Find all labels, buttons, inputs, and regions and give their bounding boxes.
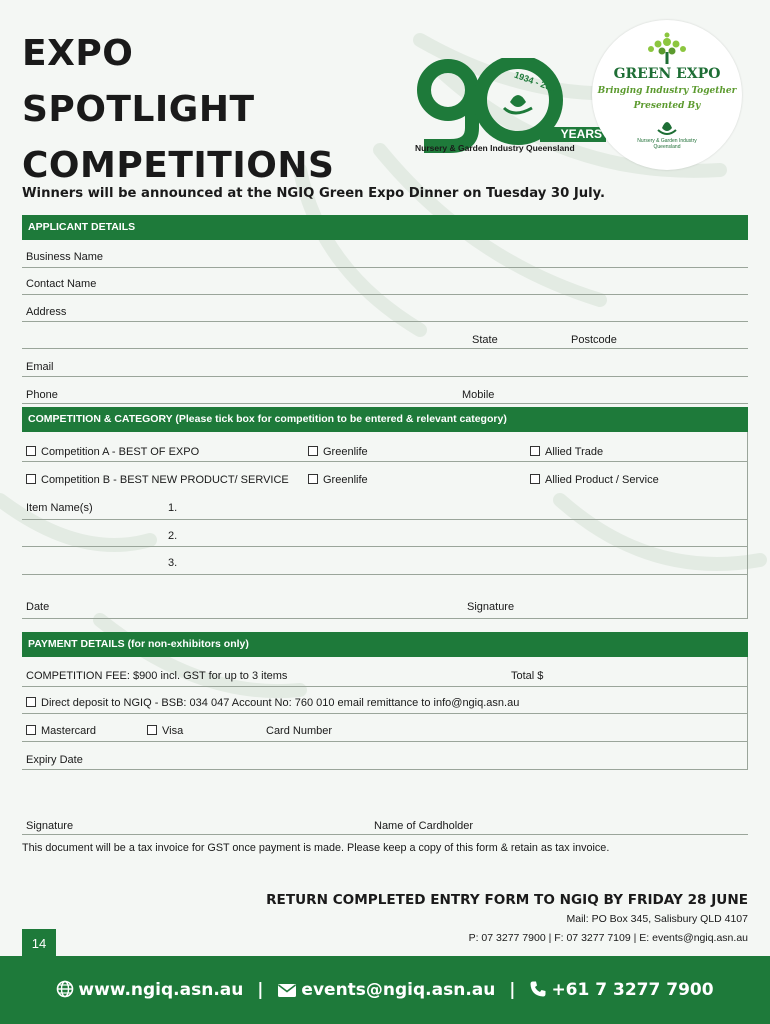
contact-name-field[interactable] xyxy=(22,268,748,295)
total-label: Total $ xyxy=(511,670,544,682)
business-name-field[interactable] xyxy=(22,240,748,268)
checkbox-icon xyxy=(26,725,36,735)
greenlife-label: Greenlife xyxy=(323,446,368,458)
tree-icon xyxy=(642,32,692,66)
item-1-label: 1. xyxy=(168,502,178,514)
item-name-2-field[interactable] xyxy=(22,520,748,547)
address-line-2[interactable] xyxy=(22,322,748,349)
footer-website-link[interactable]: www.ngiq.asn.au xyxy=(78,980,244,1000)
contact-name-label: Contact Name xyxy=(26,278,97,290)
competition-b-allied-product-checkbox[interactable] xyxy=(530,474,659,486)
cardholder-signature-row[interactable] xyxy=(22,770,748,835)
title-line-2: SPOTLIGHT xyxy=(22,89,255,130)
competition-a-greenlife-checkbox[interactable] xyxy=(308,446,368,458)
phone-label: Phone xyxy=(26,389,58,401)
fee-row[interactable] xyxy=(22,657,748,687)
badge-subtitle: Bringing Industry Together xyxy=(597,86,737,96)
footer-email-link[interactable]: events@ngiq.asn.au xyxy=(301,980,496,1000)
card-row xyxy=(22,714,748,742)
envelope-icon xyxy=(277,983,297,998)
years-label: YEARS xyxy=(540,127,606,142)
payment-header: PAYMENT DETAILS (for non-exhibitors only) xyxy=(22,632,748,657)
direct-deposit-label: Direct deposit to NGIQ - BSB: 034 047 Account No: 760 010 email remittance to info@ngiq.asn.au xyxy=(41,697,520,709)
item-name-3-field[interactable] xyxy=(22,547,748,575)
allied-trade-label: Allied Trade xyxy=(545,446,604,458)
checkbox-icon xyxy=(147,725,157,735)
card-number-label[interactable]: Card Number xyxy=(266,725,333,737)
visa-checkbox[interactable] xyxy=(147,725,183,737)
direct-deposit-row xyxy=(22,687,748,714)
mobile-label: Mobile xyxy=(462,389,495,401)
tax-invoice-notice: This document will be a tax invoice for GST once payment is made. Please keep a copy of this form & retain as tax invoice. xyxy=(22,842,610,854)
competition-a-row xyxy=(22,432,748,462)
checkbox-icon xyxy=(26,474,36,484)
payment-signature-label: Signature xyxy=(26,820,74,832)
footer-phone-link[interactable]: +61 7 3277 7900 xyxy=(551,980,714,1000)
direct-deposit-checkbox[interactable] xyxy=(26,697,519,709)
date-signature-row[interactable] xyxy=(22,575,748,619)
mastercard-checkbox[interactable] xyxy=(26,725,96,737)
postcode-label: Postcode xyxy=(571,334,617,346)
email-field[interactable] xyxy=(22,349,748,377)
address-label: Address xyxy=(26,306,67,318)
cardholder-label: Name of Cardholder xyxy=(374,820,474,832)
phone-row[interactable] xyxy=(22,377,748,404)
badge-presenter: Nursery & Garden Industry Queensland xyxy=(637,138,697,150)
return-heading: RETURN COMPLETED ENTRY FORM TO NGIQ BY FRIDAY 28 JUNE xyxy=(266,892,748,908)
checkbox-icon xyxy=(308,474,318,484)
badge-title: GREEN EXPO xyxy=(613,66,721,82)
checkbox-icon xyxy=(530,474,540,484)
competition-a-checkbox[interactable] xyxy=(26,446,199,458)
competition-a-label: Competition A - BEST OF EXPO xyxy=(41,446,200,458)
expiry-label: Expiry Date xyxy=(26,754,83,766)
announcement-text: Winners will be announced at the NGIQ Green Expo Dinner on Tuesday 30 July. xyxy=(22,186,606,201)
item-names-label: Item Name(s) xyxy=(26,502,93,514)
competition-b-row xyxy=(22,462,748,492)
competition-a-allied-trade-checkbox[interactable] xyxy=(530,446,603,458)
visa-label: Visa xyxy=(162,725,184,737)
phone-icon xyxy=(529,980,547,998)
footer-separator: | xyxy=(509,980,516,1000)
competition-header: COMPETITION & CATEGORY (Please tick box for competition to be entered & relevant category) xyxy=(22,407,748,432)
checkbox-icon xyxy=(26,697,36,707)
email-label: Email xyxy=(26,361,54,373)
globe-icon xyxy=(56,980,74,998)
competition-b-checkbox[interactable] xyxy=(26,474,289,486)
page-title xyxy=(22,26,334,194)
badge-presented-by: Presented By xyxy=(633,101,701,111)
checkbox-icon xyxy=(530,446,540,456)
footer-bar xyxy=(0,956,770,1024)
item-2-label: 2. xyxy=(168,530,178,542)
title-line-1: EXPO xyxy=(22,33,134,74)
state-label: State xyxy=(472,334,498,346)
logo-tagline: Nursery & Garden Industry Queensland xyxy=(415,143,575,153)
contact-details: P: 07 3277 7900 | F: 07 3277 7109 | E: events@ngiq.asn.au xyxy=(468,932,748,944)
greenlife-label: Greenlife xyxy=(323,474,368,486)
competition-b-label: Competition B - BEST NEW PRODUCT/ SERVICE xyxy=(41,474,289,486)
competition-border-right xyxy=(747,432,748,619)
logo-years-text: 1934 - 2024 xyxy=(512,69,562,96)
green-expo-badge xyxy=(592,20,742,170)
item-3-label: 3. xyxy=(168,557,178,569)
page-number: 14 xyxy=(22,929,56,956)
expiry-row[interactable] xyxy=(22,742,748,770)
payment-border-right xyxy=(747,657,748,770)
title-line-3: COMPETITIONS xyxy=(22,145,335,186)
mastercard-label: Mastercard xyxy=(41,725,97,737)
mail-address: Mail: PO Box 345, Salisbury QLD 4107 xyxy=(566,913,748,925)
signature-label: Signature xyxy=(467,601,515,613)
checkbox-icon xyxy=(26,446,36,456)
business-name-label: Business Name xyxy=(26,251,104,263)
allied-product-label: Allied Product / Service xyxy=(545,474,659,486)
item-name-1-field[interactable] xyxy=(22,492,748,520)
address-field[interactable] xyxy=(22,295,748,322)
checkbox-icon xyxy=(308,446,318,456)
applicant-details-header: APPLICANT DETAILS xyxy=(22,215,748,240)
fee-label: COMPETITION FEE: $900 incl. GST for up to 3 items xyxy=(26,670,288,682)
ngiq-leaf-icon xyxy=(656,116,678,136)
date-label: Date xyxy=(26,601,50,613)
competition-b-greenlife-checkbox[interactable] xyxy=(308,474,368,486)
footer-separator: | xyxy=(257,980,264,1000)
